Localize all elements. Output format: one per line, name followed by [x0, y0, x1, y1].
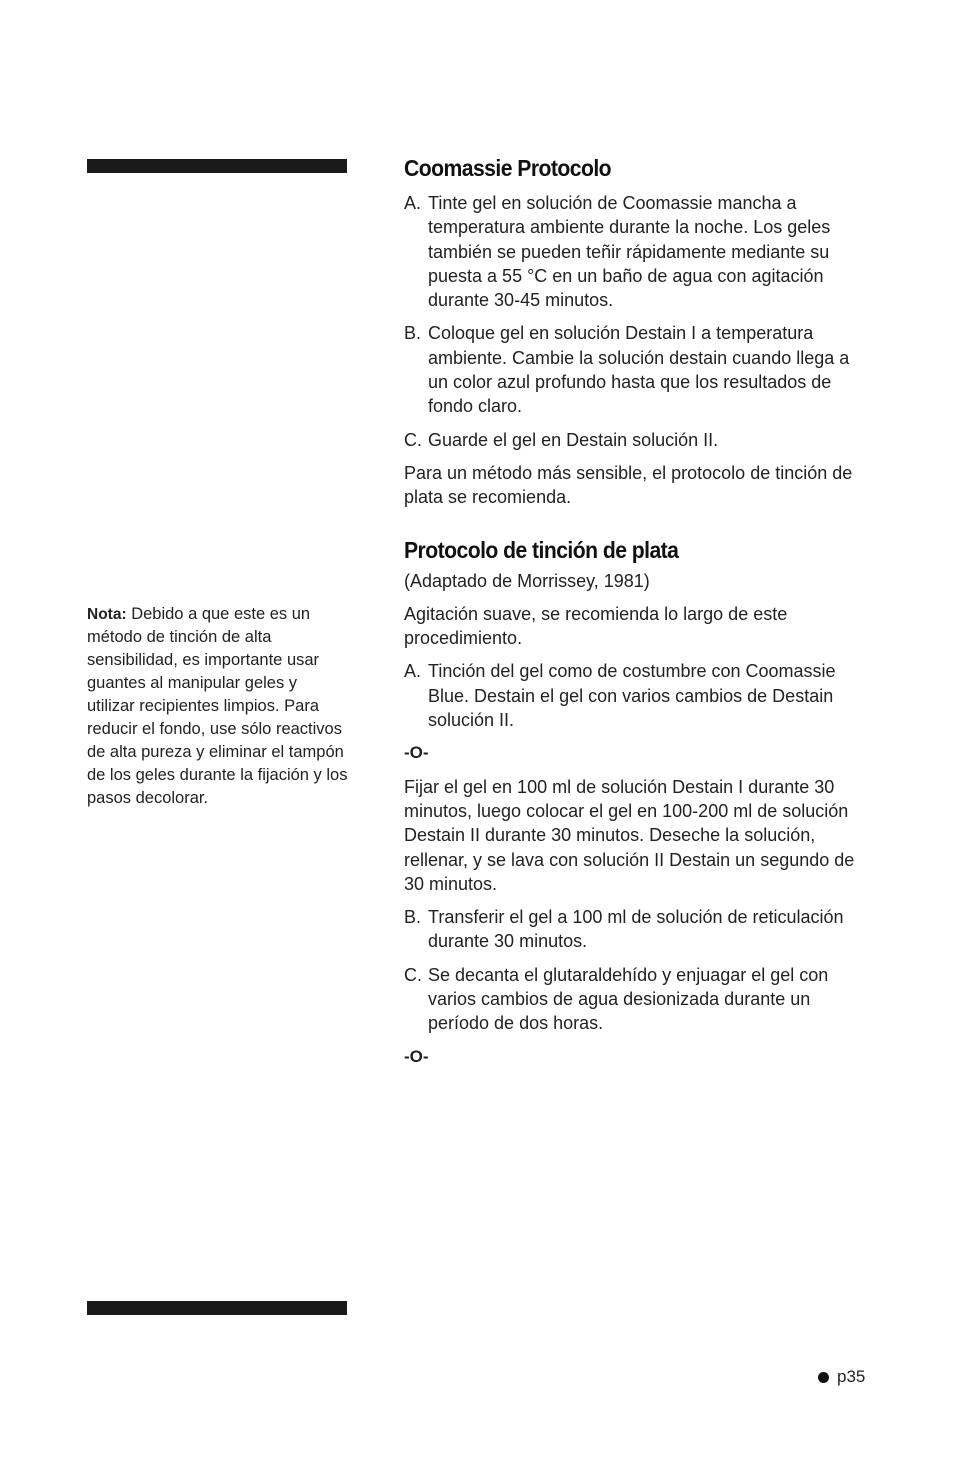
step-label: B.: [404, 323, 422, 344]
bottom-rule: [87, 1301, 347, 1315]
coomassie-step-a: [404, 191, 874, 312]
step-label: A.: [404, 193, 422, 213]
step-label: C.: [404, 964, 422, 985]
step-label: C.: [404, 429, 422, 450]
silver-heading: Protocolo de tinción de plata: [404, 536, 679, 563]
page-footer: [818, 1366, 865, 1388]
step-text: Coloque gel en solución Destain I a temperatura ambiente. Cambie la solución destain cuando llega a un color azul profundo hasta que los resultados de fondo claro.: [428, 323, 850, 417]
bullet-icon: [818, 1372, 829, 1383]
step-label: B.: [404, 907, 422, 928]
coomassie-heading: Coomassie Protocolo: [404, 155, 612, 181]
silver-intro: Agitación suave, se recomienda lo largo de este procedimiento.: [404, 603, 788, 649]
coomassie-step-c: [404, 428, 874, 452]
main-column: [404, 152, 874, 1078]
silver-step-c: [404, 963, 874, 1036]
page-number: p35: [837, 1367, 866, 1386]
coomassie-step-b: [404, 321, 874, 418]
step-text: Guarde el gel en Destain solución II.: [428, 429, 719, 450]
step-text: Transferir el gel a 100 ml de solución de reticulación durante 30 minutos.: [428, 907, 844, 952]
silver-alternative: Fijar el gel en 100 ml de solución Destain I durante 30 minutos, luego colocar el gel en 100-200 ml de solución Destain II durante 30 minutos. Deseche la solución, rellenar, y se lava con solución II Destain un segundo de 30 minutos.: [404, 776, 855, 894]
step-text: Se decanta el glutaraldehído y enjuagar el gel con varios cambios de agua desionizada durante un período de dos horas.: [428, 964, 829, 1034]
or-separator: -O-: [404, 1046, 429, 1066]
silver-step-b: [404, 905, 874, 954]
top-rule: [87, 159, 347, 173]
step-text: Tinción del gel como de costumbre con Coomassie Blue. Destain el gel con varios cambios de Destain solución II.: [428, 661, 836, 731]
or-separator: -O-: [404, 743, 429, 763]
side-note-label: Nota:: [87, 606, 127, 623]
step-text: Tinte gel en solución de Coomassie mancha a temperatura ambiente durante la noche. Los geles también se pueden teñir rápidamente mediante su puesta a 55 °C en un baño de agua con agitación durante 30-45 minutos.: [428, 193, 831, 311]
step-label: A.: [404, 661, 422, 682]
silver-source: (Adaptado de Morrissey, 1981): [404, 570, 650, 591]
side-note-text: Debido a que este es un método de tinción de alta sensibilidad, es importante usar guantes al manipular geles y utilizar recipientes limpios. Para reducir el fondo, use sólo reactivos de alta pureza y eliminar el tampón de los geles durante la fijación y los pasos decolorar.: [87, 605, 348, 807]
silver-step-a: [404, 659, 874, 732]
side-note: [87, 603, 349, 810]
coomassie-note: Para un método más sensible, el protocolo de tinción de plata se recomienda.: [404, 462, 853, 508]
